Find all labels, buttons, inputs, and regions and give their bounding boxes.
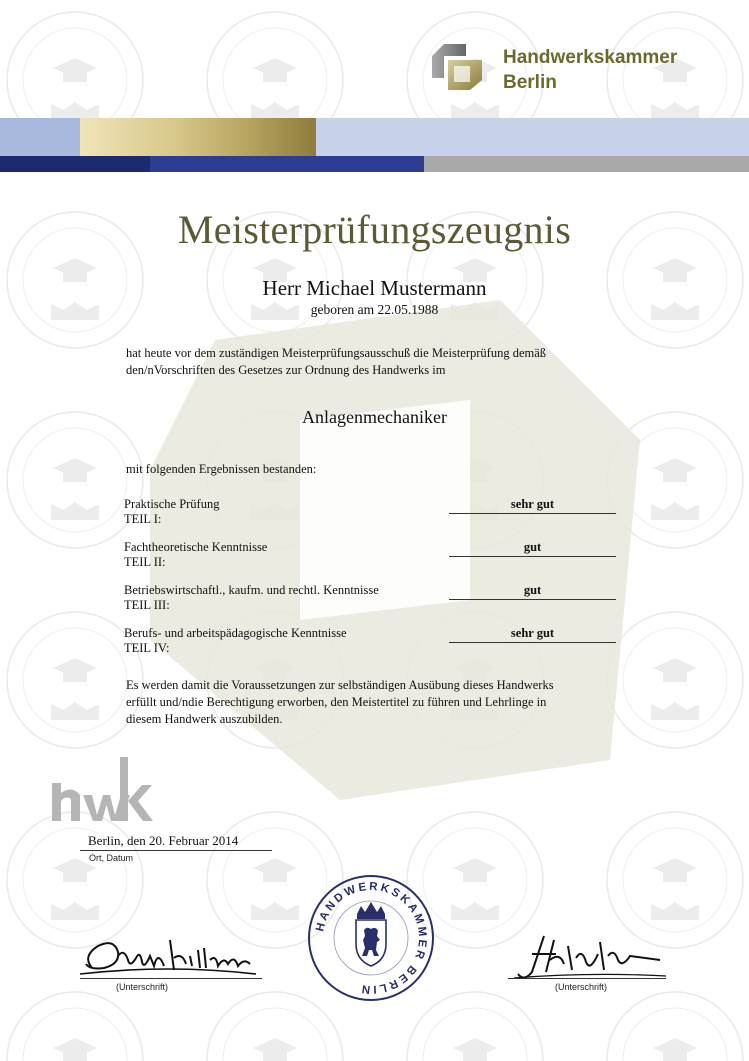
birth-date: geboren am 22.05.1988: [310, 302, 439, 317]
signature-right: [510, 932, 670, 984]
closing-line-3: diesem Handwerk auszubilden.: [126, 712, 283, 726]
result-row-2: [124, 540, 267, 570]
watermark-tile: [7, 412, 143, 548]
header-band: [0, 118, 749, 172]
org-name-line1: Handwerkskammer: [503, 47, 678, 68]
closing-text: [126, 677, 616, 728]
closing-line-2: erfüllt und/ndie Berechtigung erworben, den Meistertitel zu führen und Lehrlinge in: [126, 695, 547, 709]
result-grade: gut: [449, 583, 616, 600]
result-grade: gut: [449, 540, 616, 557]
signature-left-line: [80, 978, 262, 979]
result-row-1: [124, 497, 219, 527]
certificate-title: Meisterprüfungszeugnis: [177, 207, 572, 252]
place-date-caption: Ort, Datum: [89, 853, 134, 863]
recipient-name: Herr Michael Mustermann: [262, 276, 487, 300]
result-part: TEIL I:: [124, 512, 162, 526]
result-part: TEIL IV:: [124, 641, 170, 655]
result-subject: Betriebswirtschaftl., kaufm. und rechtl. Kenntnisse: [124, 583, 379, 597]
signature-left-caption: (Unterschrift): [116, 982, 169, 992]
watermark-tile: [207, 992, 343, 1061]
result-row-3: [124, 583, 379, 613]
watermark-tile: [607, 812, 743, 948]
seal-text: HANDWERKSKAMMER BERLIN: [314, 880, 429, 996]
hwk-logo-text: hwk: [50, 755, 52, 756]
result-grade: sehr gut: [449, 497, 616, 514]
place-date-line: [80, 850, 272, 851]
hwk-logo: [50, 755, 154, 823]
watermark-tile: [607, 612, 743, 748]
result-row-4: [124, 626, 347, 656]
org-name-line2: Berlin: [503, 72, 557, 93]
watermark-tile: [7, 992, 143, 1061]
signature-right-line: [508, 978, 666, 979]
watermark-tile: [407, 992, 543, 1061]
closing-line-1: Es werden damit die Voraussetzungen zur selbständigen Ausübung dieses Handwerks: [126, 678, 554, 692]
watermark-tile: [607, 992, 743, 1061]
org-name: [503, 45, 677, 95]
signature-right-caption: (Unterschrift): [555, 982, 608, 992]
result-part: TEIL III:: [124, 598, 170, 612]
place-date: Berlin, den 20. Februar 2014: [88, 833, 239, 848]
result-part: TEIL II:: [124, 555, 166, 569]
result-subject: Fachtheoretische Kenntnisse: [124, 540, 268, 554]
seal-stamp: [307, 874, 435, 1002]
result-subject: Praktische Prüfung: [124, 497, 220, 511]
result-subject: Berufs- und arbeitspädagogische Kenntnisse: [124, 626, 347, 640]
results-intro: mit folgenden Ergebnissen bestanden:: [126, 462, 317, 476]
intro-line-1: hat heute vor dem zuständigen Meisterprüfungsausschuß die Meisterprüfung demäß: [126, 346, 547, 360]
signature-left: [78, 930, 260, 982]
intro-line-2: den/nVorschriften des Gesetzes zur Ordnung des Handwerks im: [126, 363, 446, 377]
hwk-cube-logo: [430, 42, 484, 92]
result-grade: sehr gut: [449, 626, 616, 643]
trade-name: Anlagenmechaniker: [302, 407, 447, 427]
intro-text: [126, 345, 646, 379]
watermark-tile: [7, 612, 143, 748]
